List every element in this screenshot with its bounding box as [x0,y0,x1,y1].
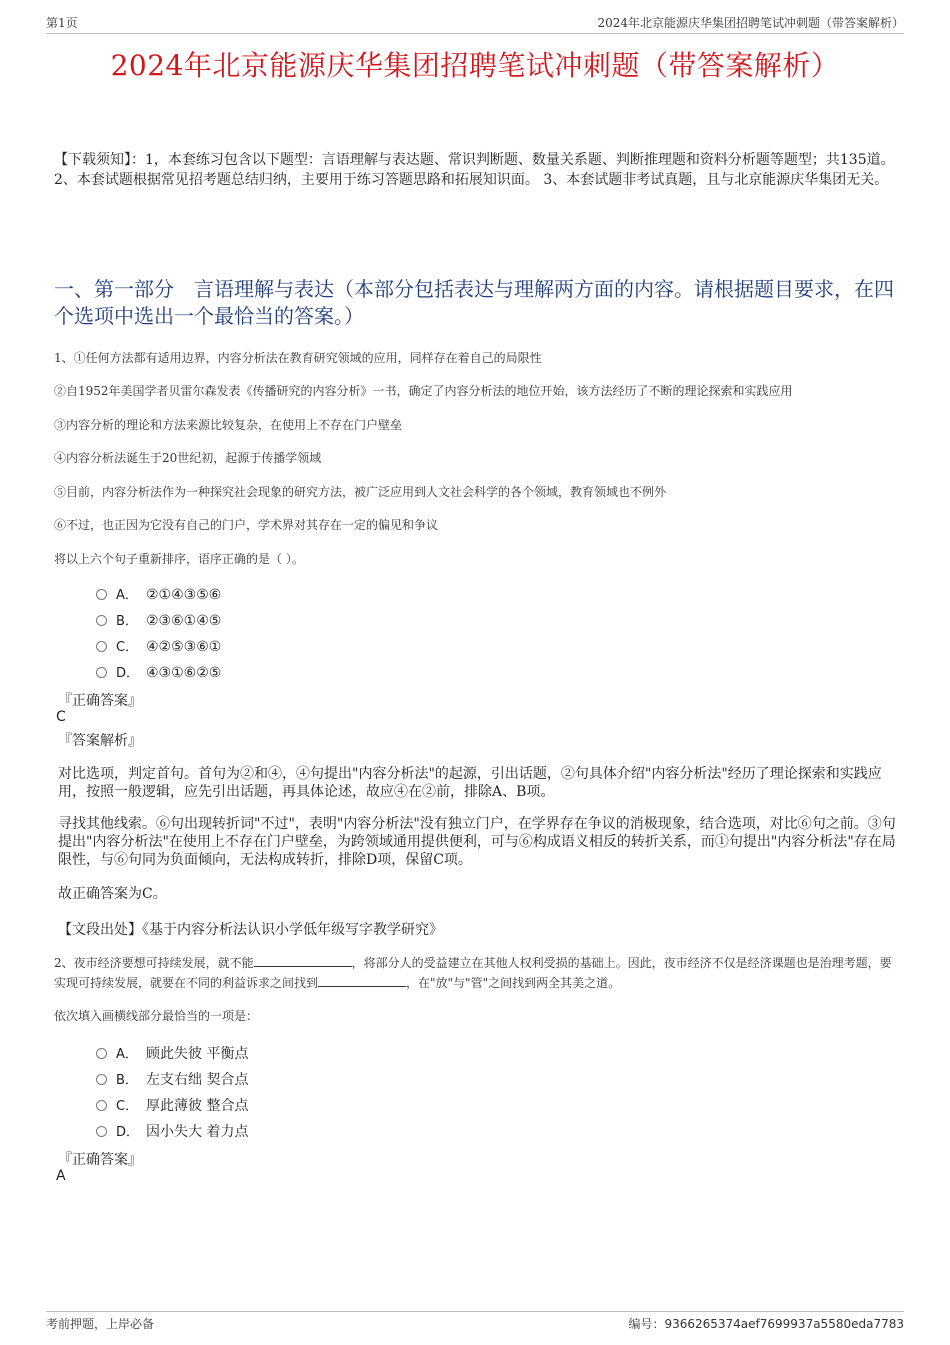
option-letter: C． [116,640,139,655]
q2-stem-part-2: ，将部分人的受益建立在其他人权利受损的基础上。因此，夜市经济不仅是经济课题也是治理考题，要实现可持续发展，就要在不同的利益诉求之间找到 [54,956,892,990]
q2-option-b[interactable] [96,1069,248,1089]
option-text: ②③⑥①④⑤ [146,613,222,629]
footer-divider [46,1311,904,1312]
q1-analysis-para-2: 寻找其他线索。⑥句出现转折词"不过"，表明"内容分析法"没有独立门户，在学界存在争议的消极现象，结合选项，对比⑥句之前。③句提出"内容分析法"在使用上不存在门户壁垒，为跨领域通用提供便利，可与⑥构成语义相反的转折关系，而①句提出"内容分析法"存在局限性，与⑥句同为负面倾向，无法构成转折，排除D项，保留C项。 [58,816,896,868]
option-letter: B． [116,614,138,629]
q2-blank-1 [254,956,352,967]
q2-option-a[interactable] [96,1043,248,1063]
q1-analysis-conclusion: 故正确答案为C。 [58,886,167,902]
radio-icon[interactable] [96,1048,107,1059]
option-letter: C． [116,1099,139,1114]
option-text: ④②⑤③⑥① [146,639,222,655]
footer-code-value: 9366265374aef7699937a5580eda7783 [664,1317,904,1331]
q1-answer: C [56,709,66,725]
option-letter: A． [116,1047,138,1062]
option-text: ②①④③⑤⑥ [146,587,222,603]
q2-blank-2 [318,976,406,987]
radio-icon[interactable] [96,641,107,652]
radio-icon[interactable] [96,667,107,678]
q1-sentence-6: ⑥不过，也正因为它没有自己的门户，学术界对其存在一定的偏见和争议 [54,518,439,532]
page-number: 第1页 [46,16,78,30]
q1-sentence-1: 1、①任何方法都有适用边界，内容分析法在教育研究领域的应用，同样存在着自己的局限性 [54,351,542,365]
q1-option-c[interactable] [96,636,221,655]
document-title: 2024年北京能源庆华集团招聘笔试冲刺题（带答案解析） [110,49,840,82]
radio-icon[interactable] [96,1074,107,1085]
section-heading: 一、第一部分 言语理解与表达（本部分包括表达与理解两方面的内容。请根据题目要求，在四个选项中选出一个最恰当的答案。） [54,277,894,328]
q1-sentence-5: ⑤目前，内容分析法作为一种探究社会现象的研究方法，被广泛应用到人文社会科学的各个领域，教育领域也不例外 [54,485,667,499]
option-text: 左支右绌 契合点 [146,1072,249,1088]
q2-option-d[interactable] [96,1121,248,1141]
q2-stem [54,953,894,993]
option-text: 顾此失彼 平衡点 [146,1046,249,1062]
option-text: ④③①⑥②⑤ [146,665,222,681]
radio-icon[interactable] [96,1126,107,1137]
q2-option-c[interactable] [96,1095,248,1115]
q2-stem-part-3: ，在"放"与"管"之间找到两全其美之道。 [406,976,621,990]
footer-slogan: 考前押题，上岸必备 [46,1317,155,1331]
header-doc-title: 2024年北京能源庆华集团招聘笔试冲刺题（带答案解析） [597,16,904,30]
q1-sentence-4: ④内容分析法诞生于20世纪初，起源于传播学领域 [54,451,322,465]
footer-code [628,1315,904,1332]
option-letter: B． [116,1073,138,1088]
option-text: 厚此薄彼 整合点 [146,1098,249,1114]
q1-option-a[interactable] [96,584,221,603]
q1-prompt: 将以上六个句子重新排序，语序正确的是（ ）。 [54,552,304,566]
q1-answer-label: 『正确答案』 [58,693,142,709]
header-divider [46,33,904,34]
footer-code-label: 编号： [628,1317,665,1331]
q1-source: 【文段出处】《基于内容分析法认识小学低年级写字教学研究》 [58,922,443,938]
q1-sentence-2: ②自1952年美国学者贝雷尔森发表《传播研究的内容分析》一书，确定了内容分析法的地位开始，该方法经历了不断的理论探索和实践应用 [54,384,793,398]
radio-icon[interactable] [96,1100,107,1111]
option-letter: A． [116,588,138,603]
option-letter: D． [116,666,140,681]
q1-option-d[interactable] [96,662,221,681]
q1-analysis-label: 『答案解析』 [58,733,142,749]
q1-option-b[interactable] [96,610,221,629]
q2-prompt: 依次填入画横线部分最恰当的一项是： [54,1009,259,1023]
option-letter: D． [116,1125,140,1140]
q2-answer-label: 『正确答案』 [58,1152,142,1168]
option-text: 因小失大 着力点 [146,1124,249,1140]
q2-stem-part-1: 2、夜市经济要想可持续发展，就不能 [54,956,254,970]
q1-analysis-para-1: 对比选项，判定首句。首句为②和④，④句提出"内容分析法"的起源，引出话题，②句具体介绍"内容分析法"经历了理论探索和实践应用，按照一般逻辑，应先引出话题，再具体论述，故应④在②前，排除A、B项。 [58,766,882,800]
q2-answer: A [56,1168,66,1184]
radio-icon[interactable] [96,615,107,626]
download-notice: 【下载须知】：1，本套练习包含以下题型：言语理解与表达题、常识判断题、数量关系题、判断推理题和资料分析题等题型；共135道。 2、本套试题根据常见招考题总结归纳，主要用于练习答题思路和拓展知识面。 3、本套试题非考试真题，且与北京能源庆华集团无关。 [54,152,895,188]
radio-icon[interactable] [96,589,107,600]
q1-sentence-3: ③内容分析的理论和方法来源比较复杂，在使用上不存在门户壁垒 [54,418,403,432]
